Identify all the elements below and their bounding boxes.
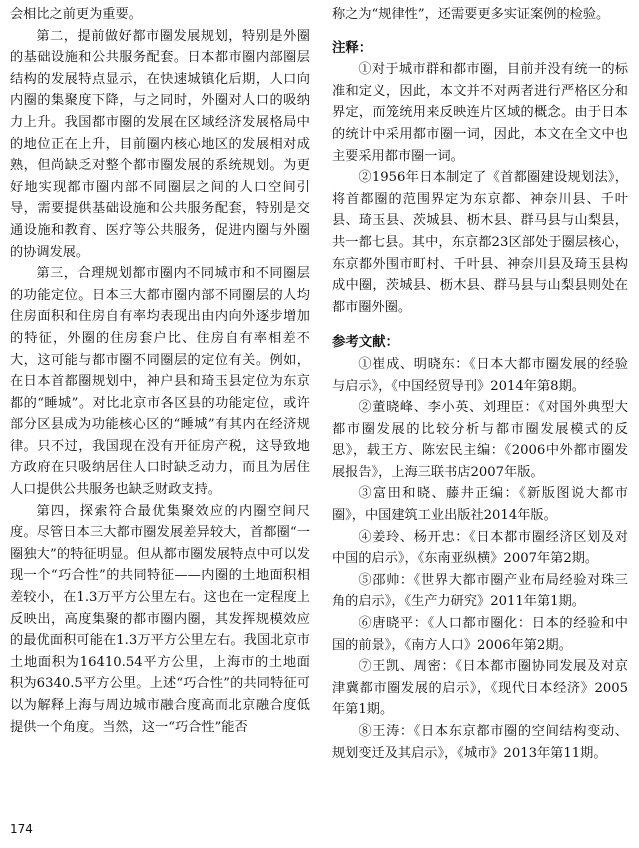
right-column xyxy=(332,4,628,764)
page-number: 174 xyxy=(10,822,33,836)
paragraph-fourth-point: 第四，探索符合最优集聚效应的内圈空间尺度。尽管日本三大都市圈发展差异较大，首都圈“一圈独大”的特征明显。但从都市圈发展特点中可以发现一个“巧合性”的共同特征——内圈的土地面积相差较小，在1.3万平方公里左右。这也在一定程度上反映出，高度集聚的都市圈内圈，其发挥规模效应的最优面积可能在1.3万平方公里左右。我国北京市土地面积为16410.54平方公里，上海市的土地面积为6340.5平方公里。上述“巧合性”的共同特征可以为解释上海与周边城市融合度高而北京融合度低提供一个角度。当然，这一“巧合性”能否 xyxy=(10,503,310,735)
reference-item: ⑥唐晓平：《人口都市圈化：日本的经验和中国的前景》，《南方人口》2006年第2期。 xyxy=(332,616,628,653)
paragraph-third-point: 第三，合理规划都市圈内不同城市和不同圈层的功能定位。日本三大都市圈内部不同圈层的人均住房面积和住房自有率均表现出由内向外逐步增加的特征，外圈的住房套户比、住房自有率相差不大，这可能与都市圈不同圈层的定位有关。例如，在日本首都圈规划中，神户县和琦玉县定位为东京都的“睡城”。对比北京市各区县的功能定位，或许部分区县成为功能核心区的“睡城”有其内在经济规律。只不过，我国现在没有开征房产税，这导致地方政府在只吸纳居住人口时缺乏动力，而且为居住人口提供公共服务也缺乏财政支持。 xyxy=(10,266,310,498)
references-list xyxy=(332,354,628,764)
note-item: ②1956年日本制定了《首都圈建设规划法》，将首都圈的范围界定为东京都、神奈川县、千叶县、琦玉县、茨城县、枥木县、群马县与山梨县，共一都七县。其中，东京都23区部处于圈层核心，东京都外围市町村、千叶县、神奈川县及琦玉县构成中圈，茨城县、枥木县、群马县与山梨县则处在都市圈外圈。 xyxy=(332,170,628,315)
note-item: ①对于城市群和都市圈，目前并没有统一的标准和定义，因此，本文并不对两者进行严格区分和界定，而笼统用来反映连片区域的概念。由于日本的统计中采用都市圈一词，因此，本文在全文中也主要采用都市圈一词。 xyxy=(332,62,628,164)
paragraph-continuation: 会相比之前更为重要。 xyxy=(10,7,142,22)
left-column xyxy=(10,4,310,738)
reference-item: ⑧王涛：《日本东京都市圈的空间结构变动、规划变迁及其启示》，《城市》2013年第11期。 xyxy=(332,724,628,761)
reference-item: ③富田和晓、藤井正编：《新版图说大都市圈》，中国建筑工业出版社2014年版。 xyxy=(332,486,628,524)
paragraph-second-point: 第二，提前做好都市圈发展规划，特别是外圈的基础设施和公共服务配套。日本都市圈内部圈层结构的发展特点显示，在快速城镇化后期，人口向内圈的集聚度下降，与之同时，外圈对人口的吸纳力上升。我国都市圈的发展在区域经济发展格局中的地位正在上升，目前圈内核心地区的发展相对成熟，但尚缺乏对整个都市圈发展的系统规划。为更好地实现都市圈内部不同圈层之间的人口空间引导，需要提供基础设施和公共服务配套，特别是交通设施和教育、医疗等公共服务，促进内圈与外圈的协调发展。 xyxy=(10,28,310,260)
paragraph-continuation-right: 称之为“规律性”，还需要更多实证案例的检验。 xyxy=(332,7,610,22)
notes-heading: 注释： xyxy=(332,40,373,56)
reference-item: ⑦王凯、周密：《日本都市圈协同发展及对京津冀都市圈发展的启示》，《现代日本经济》2005年第1期。 xyxy=(332,659,628,718)
reference-item: ⑤邵帅：《世界大都市圈产业布局经验对珠三角的启示》，《生产力研究》2011年第1期。 xyxy=(332,572,628,610)
reference-item: ②董晓峰、李小英、刘理臣：《对国外典型大都市圈发展的比较分析与都市圈发展模式的反思》，载王方、陈宏民主编：《2006中外都市圈发展报告》，上海三联书店2007年版。 xyxy=(332,400,628,480)
reference-item: ①崔成、明晓东：《日本大都市圈发展的经验与启示》，《中国经贸导刊》2014年第8期。 xyxy=(332,356,628,394)
references-heading: 参考文献： xyxy=(332,335,399,351)
reference-item: ④姜玲、杨开忠：《日本都市圈经济区划及对中国的启示》，《东南亚纵横》2007年第2期。 xyxy=(332,529,628,567)
